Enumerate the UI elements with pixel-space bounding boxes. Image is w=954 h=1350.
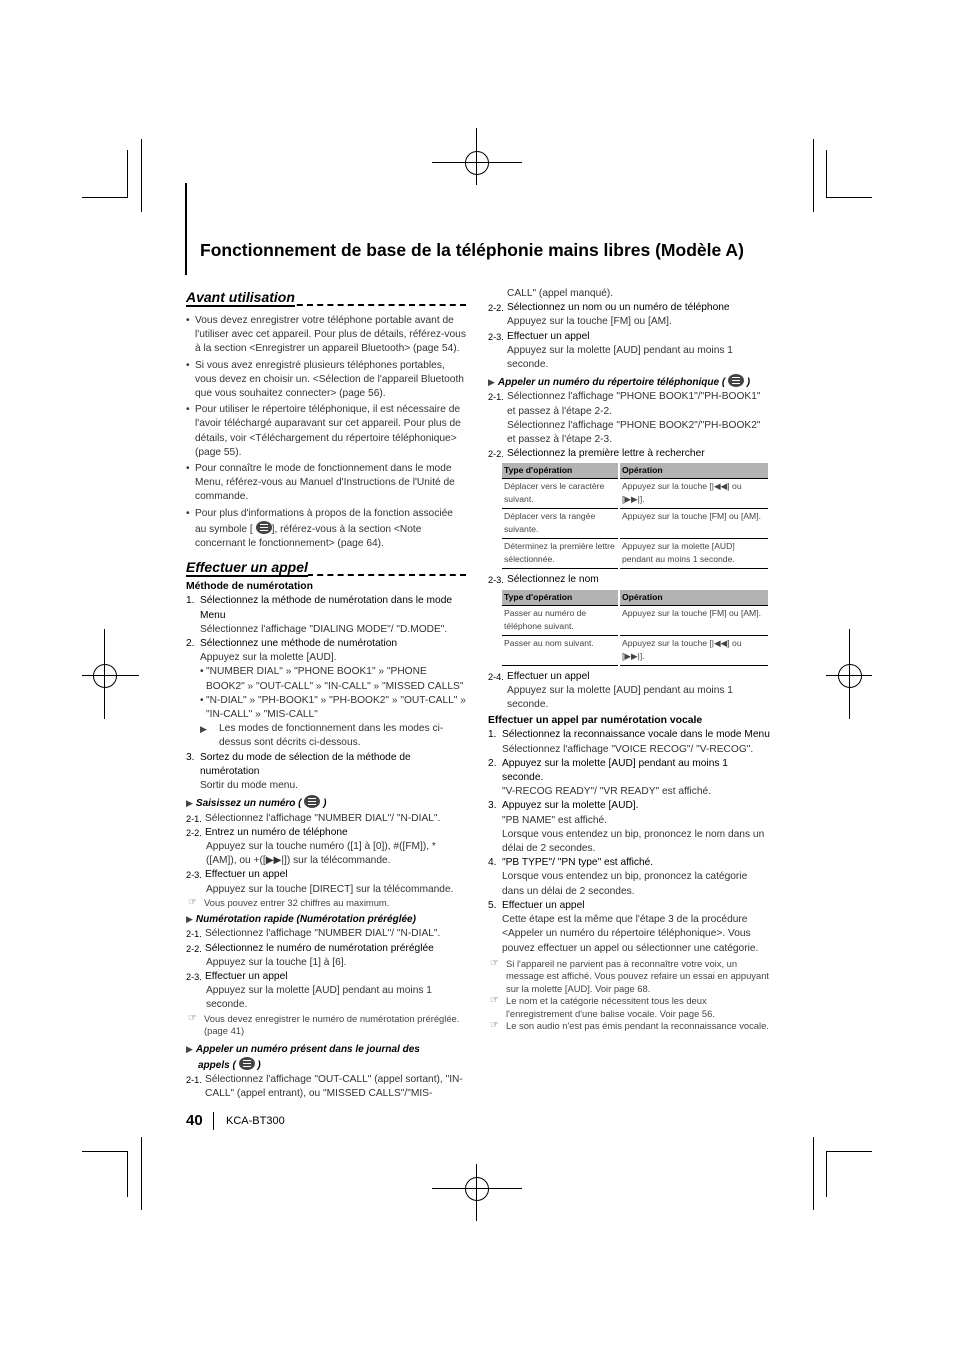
step-c3: 2-3. Effectuer un appel [488,330,590,342]
table-row: Déplacer vers la rangée suivante. Appuyez sur la touche [FM] ou [AM]. [502,509,768,539]
step-3: 3. Sortez du mode de sélection de la méthode de numérotation [186,751,411,777]
page-number: 40 [186,1112,203,1129]
operation-table-letters [502,463,768,569]
step-a2-body: Appuyez sur la touche numéro ([1] à [0]), #([FM]), *([AM]), ou +([▶▶|]) sur la télécommande. [206,840,436,867]
step-v4: 4. "PB TYPE"/ "PN type" est affiché. [488,857,654,869]
saisissez-heading: ▶ Saisissez un numéro ( ) [186,795,466,811]
step-c3-body: Appuyez sur la molette [AUD] pendant au moins 1 seconde. [507,344,733,371]
left-column [186,288,466,1101]
option-line: • "NUMBER DIAL" » "PHONE BOOK1" » "PHONE BOOK2" » "OUT-CALL" » "IN-CALL" » "MISSED CALLS" [200,666,464,692]
step-v5: 5. Effectuer un appel [488,899,585,911]
right-column [488,287,770,1033]
step-2-body: Appuyez sur la molette [AUD]. [200,652,337,664]
step-c1: 2-1. Sélectionnez l'affichage "OUT-CALL" (appel sortant), "IN-CALL" (appel entrant), ou "MISSED CALLS"/"MIS- [186,1074,463,1100]
list-item: • Pour plus d'informations à propos de la fonction associée au symbole [ ], référez-vous à la section <Note concernant le fonctionnement> (page 64). [186,507,466,552]
menu-symbol-icon [256,521,272,534]
step-d3: 2-3. Sélectionnez le nom [488,574,599,586]
vocale-heading: Effectuer un appel par numérotation vocale [488,715,703,727]
step-c2: 2-2. Sélectionnez un nom ou un numéro de téléphone [488,302,730,314]
step-d2: 2-2. Sélectionnez la première lettre à rechercher [488,448,705,460]
operation-table-name [502,590,768,666]
section-heading-avant: Avant utilisation [186,288,466,310]
step-v5-body: Cette étape est la même que l'étape 3 de la procédure <Appeler un numéro du répertoire téléphonique>. Vous pouvez effectuer un appel ou sélectionner une catégorie. [502,914,759,954]
step-d1: 2-1. Sélectionnez l'affichage "PHONE BOOK1"/"PH-BOOK1" et passez à l'étape 2-2. [488,391,761,417]
note: ☞ Si l'appareil ne parvient pas à reconnaître votre voix, un message est affiché. Vous pouvez refaire un essai en appuyant sur la molette [AUD]. Voir page 68. [488,958,770,996]
table-header: Opération [619,590,768,606]
list-item: • Vous devez enregistrer votre téléphone portable avant de l'utiliser avec cet appareil. Pour plus de détails, référez-vous à la section <Enregistrer un appareil Bluetooth> (page 54). [186,314,466,357]
model-name: KCA-BT300 [226,1115,285,1127]
step-c1-continued: CALL" (appel manqué). [507,288,614,299]
step-b3: 2-3. Effectuer un appel [186,971,288,983]
list-item: • Pour utiliser le répertoire téléphonique, il est nécessaire de l'avoir téléchargé auparavant sur cet appareil. Pour plus de détails, voir <Téléchargement du répertoire téléphonique> (page 55). [186,403,466,460]
step-v1-body: Sélectionnez l'affichage "VOICE RECOG"/ "V-RECOG". [502,743,754,755]
step-a2: 2-2. Entrez un numéro de téléphone [186,826,348,838]
page-title: Fonctionnement de base de la téléphonie mains libres (Modèle A) [200,240,744,260]
table-header: Opération [619,463,768,479]
step-v3: 3. Appuyez sur la molette [AUD]. [488,800,639,812]
repertoire-heading: ▶ Appeler un numéro du répertoire téléphonique ( ) [488,374,770,390]
step-c2-body: Appuyez sur la touche [FM] ou [AM]. [507,316,672,328]
step-v3-body: "PB NAME" est affiché. [502,814,607,826]
step-v3-body-2: Lorsque vous entendez un bip, prononcez le nom dans un délai de 2 secondes. [502,828,765,855]
step-1-body: Sélectionnez l'affichage "DIALING MODE"/ "D.MODE". [200,623,448,635]
step-b2: 2-2. Sélectionnez le numéro de numérotation préréglée [186,942,434,954]
methode-heading: Méthode de numérotation [186,581,313,593]
step-a1: 2-1. Sélectionnez l'affichage "NUMBER DIAL"/ "N-DIAL". [186,812,441,824]
note: ☞ Vous devez enregistrer le numéro de numérotation préréglée. (page 41) [186,1013,466,1038]
table-row: Passer au numéro de téléphone suivant. Appuyez sur la touche [FM] ou [AM]. [502,605,768,635]
table-row: Passer au nom suivant. Appuyez sur la touche [|◀◀] ou [▶▶|]. [502,635,768,665]
note: ☞ Le son audio n'est pas émis pendant la reconnaissance vocale. [488,1020,770,1033]
step-v2-body: "V-RECOG READY"/ "VR READY" est affiché. [502,786,712,798]
title-bar [185,183,187,275]
step-1: 1. Sélectionnez la méthode de numérotation dans le mode Menu [186,595,453,621]
menu-symbol-icon [728,374,744,387]
step-d4-body: Appuyez sur la molette [AUD] pendant au moins 1 seconde. [507,684,733,711]
note: ☞ Le nom et la catégorie nécessitent tous les deux l'enregistrement d'une balise vocale. Voir page 56. [488,995,770,1020]
step-a3: 2-3. Effectuer un appel [186,869,288,881]
list-item: • Pour connaître le mode de fonctionnement dans le mode Menu, référez-vous au Manuel d'Instructions de l'Unité de commande. [186,462,466,505]
step-v1: 1. Sélectionnez la reconnaissance vocale dans le mode Menu [488,729,770,741]
step-v2: 2. Appuyez sur la molette [AUD] pendant au moins 1 seconde. [488,757,728,784]
step-a3-body: Appuyez sur la touche [DIRECT] sur la télécommande. [206,883,454,895]
table-row: Déplacer vers le caractère suivant. Appuyez sur la touche [|◀◀] ou [▶▶|]. [502,479,768,509]
rapide-heading: ▶ Numérotation rapide (Numérotation préréglée) [186,914,416,926]
footer-divider [213,1112,214,1130]
step-v4-body: Lorsque vous entendez un bip, prononcez la catégorie dans un délai de 2 secondes. [502,871,748,897]
step-2: 2. Sélectionnez une méthode de numérotation [186,638,398,650]
list-item: • Si vous avez enregistré plusieurs téléphones portables, vous devez en choisir un. <Sélection de l'appareil Bluetooth que vous souhaitez connecter> (page 56). [186,359,466,402]
step-2-options [186,665,466,750]
table-header: Type d'opération [502,463,619,479]
step-d1-alt: Sélectionnez l'affichage "PHONE BOOK2"/"PH-BOOK2" et passez à l'étape 2-3. [507,419,761,446]
menu-symbol-icon [304,795,320,808]
option-line: • "N-DIAL" » "PH-BOOK1" » "PH-BOOK2" » "OUT-CALL" » "IN-CALL" » "MIS-CALL" [200,694,466,721]
table-row: Déterminez la première lettre sélectionnée. Appuyez sur la molette [AUD] pendant au moins 1 seconde. [502,539,768,569]
table-header: Type d'opération [502,590,619,606]
note: ☞ Vous pouvez entrer 32 chiffres au maximum. [186,897,466,910]
step-d4: 2-4. Effectuer un appel [488,670,590,682]
step-b2-body: Appuyez sur la touche [1] à [6]. [206,956,347,968]
section-heading-effectuer: Effectuer un appel [186,558,466,580]
step-b1: 2-1. Sélectionnez l'affichage "NUMBER DIAL"/ "N-DIAL". [186,928,441,940]
menu-symbol-icon [239,1057,255,1070]
journal-heading: ▶ Appeler un numéro présent dans le journal des appels ( ) [186,1043,420,1071]
step-b3-body: Appuyez sur la molette [AUD] pendant au moins 1 seconde. [206,985,432,1011]
step-3-body: Sortir du mode menu. [200,780,298,792]
avant-bullets [186,314,466,551]
option-note: ▶ Les modes de fonctionnement dans les modes ci-dessus sont décrits ci-dessous. [200,723,444,749]
